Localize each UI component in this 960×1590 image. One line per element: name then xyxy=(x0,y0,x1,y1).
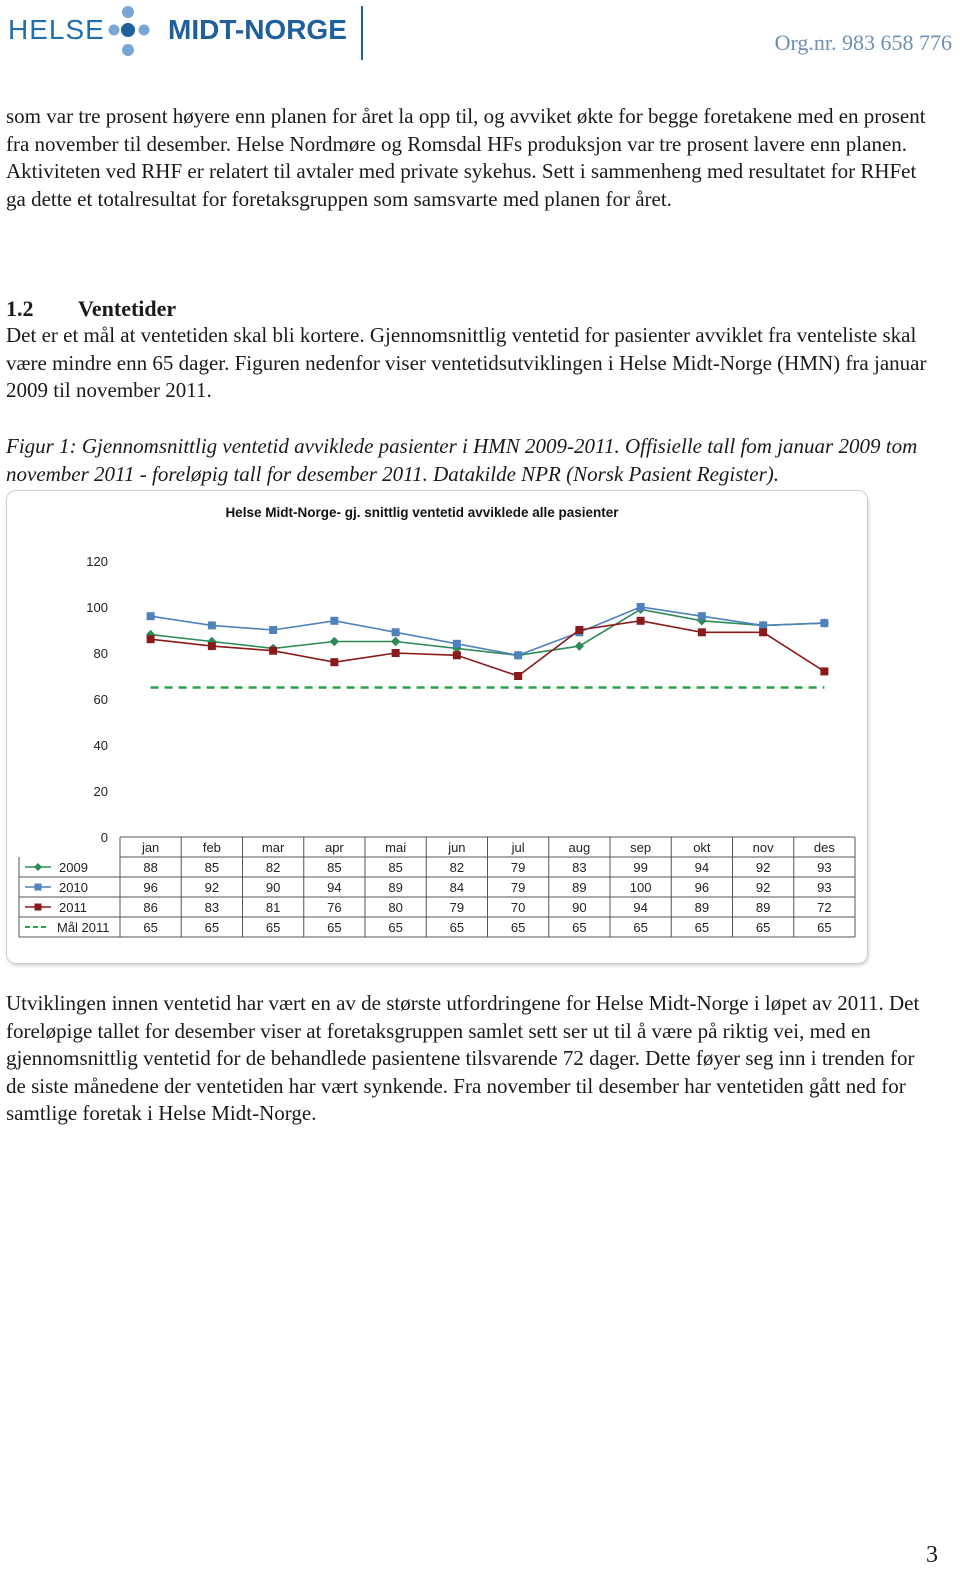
data-label: 82 xyxy=(449,860,465,875)
data-point-2010 xyxy=(760,622,767,629)
paragraph-waiting-time-goal: Det er et mål at ventetiden skal bli kortere. Gjennomsnittlig ventetid for pasienter avviklet fra venteliste skal være mindre enn 65 dager. Figuren nedenfor viser ventetidsutviklingen i Helse Midt-Norge (HMN) fra januar 2009 til november 2011. xyxy=(6,323,927,402)
data-label: 89 xyxy=(755,900,771,915)
logo-text-midt-norge: MIDT-NORGE xyxy=(168,14,347,45)
data-point-2010 xyxy=(270,627,277,634)
legend-marker-2010 xyxy=(35,884,42,891)
legend-label: 2009 xyxy=(59,860,88,875)
data-label: 88 xyxy=(143,860,158,875)
data-label: 81 xyxy=(265,900,281,915)
data-point-2011 xyxy=(147,636,154,643)
data-point-2009 xyxy=(575,642,583,650)
x-category-label: nov xyxy=(752,840,774,855)
data-label: 92 xyxy=(755,880,771,895)
data-label: 94 xyxy=(694,860,710,875)
x-category-label: sep xyxy=(630,840,652,855)
page-number: 3 xyxy=(926,1542,938,1568)
data-label: 76 xyxy=(327,900,342,915)
legend-marker-2009 xyxy=(34,863,42,871)
data-point-2010 xyxy=(208,622,215,629)
logo-dots-icon xyxy=(100,2,160,62)
data-label: 65 xyxy=(327,920,342,935)
x-category-label: apr xyxy=(324,840,344,855)
data-point-2010 xyxy=(515,652,522,659)
data-label: 65 xyxy=(388,920,403,935)
x-category-label: jan xyxy=(141,840,160,855)
x-category-label: jul xyxy=(511,840,525,855)
data-label: 79 xyxy=(510,880,526,895)
data-point-2011 xyxy=(637,617,644,624)
data-point-2010 xyxy=(698,613,705,620)
section-title: Ventetider xyxy=(78,296,177,321)
data-point-2011 xyxy=(698,629,705,636)
data-label: 85 xyxy=(388,860,403,875)
data-point-2011 xyxy=(392,650,399,657)
data-label: 65 xyxy=(449,920,465,935)
y-tick-label: 100 xyxy=(86,600,108,615)
data-point-2011 xyxy=(821,668,828,675)
y-tick-label: 0 xyxy=(100,830,108,845)
data-point-2009 xyxy=(330,638,338,646)
chart-container xyxy=(6,490,868,964)
data-label: 90 xyxy=(265,880,281,895)
data-label: 99 xyxy=(633,860,648,875)
data-point-2011 xyxy=(453,652,460,659)
figure-caption: Figur 1: Gjennomsnittlig ventetid avviklede pasienter i HMN 2009-2011. Offisielle tall fom januar 2009 tom november 2011 - foreløpig tall for desember 2011. Datakilde NPR (Norsk Pasient Register). xyxy=(6,434,918,486)
data-label: 70 xyxy=(510,900,526,915)
paragraph-development: Utviklingen innen ventetid har vært en av de største utfordringene for Helse Midt-Norge i løpet av 2011. Det foreløpige tallet for desember viser at foretaksgruppen samlet sett ser ut til å være på riktig vei, med en gjennomsnittlig ventetid for de behandlede pasientene tilsvarende 72 dager. Dette føyer seg inn i trenden for de siste månedene der ventetiden har vært synkende. Fra november til desember har ventetiden gått ned for samtlige foretak i Helse Midt-Norge. xyxy=(6,991,920,1125)
data-label: 89 xyxy=(694,900,710,915)
data-label: 100 xyxy=(629,880,652,895)
data-label: 80 xyxy=(388,900,403,915)
data-label: 79 xyxy=(510,860,526,875)
data-label: 86 xyxy=(143,900,158,915)
legend-marker-2011 xyxy=(35,904,42,911)
section-heading xyxy=(6,296,176,322)
legend-label: 2010 xyxy=(59,880,88,895)
data-label: 92 xyxy=(755,860,771,875)
data-label: 96 xyxy=(143,880,158,895)
data-label: 94 xyxy=(327,880,342,895)
data-label: 65 xyxy=(755,920,771,935)
x-category-label: feb xyxy=(202,840,221,855)
legend-label: Mål 2011 xyxy=(57,920,110,935)
x-category-label: mai xyxy=(385,840,407,855)
y-tick-label: 120 xyxy=(86,554,108,569)
logo-divider xyxy=(361,6,363,60)
x-category-label: jun xyxy=(448,840,466,855)
section-number: 1.2 xyxy=(6,296,34,321)
data-point-2010 xyxy=(637,604,644,611)
data-label: 79 xyxy=(449,900,465,915)
y-tick-label: 40 xyxy=(93,738,108,753)
data-label: 65 xyxy=(633,920,648,935)
helse-midt-norge-logo xyxy=(4,2,364,62)
page-header xyxy=(0,0,960,70)
paragraph-results: som var tre prosent høyere enn planen for året la opp til, og avviket økte for begge foretakene med en prosent fra november til desember. Helse Nordmøre og Romsdal HFs produksjon var tre prosent lavere enn planen. Aktiviteten ved RHF er relatert til avtaler med private sykehus. Sett i sammenheng med resultatet for RHFet ga dette et totalresultat for foretaksgruppen som samsvarte med planen for året. xyxy=(6,104,926,211)
y-tick-label: 20 xyxy=(93,784,108,799)
data-point-2010 xyxy=(453,640,460,647)
data-label: 83 xyxy=(572,860,587,875)
data-point-2010 xyxy=(331,617,338,624)
data-label: 89 xyxy=(572,880,587,895)
data-point-2010 xyxy=(147,613,154,620)
data-label: 89 xyxy=(388,880,403,895)
data-label: 65 xyxy=(204,920,220,935)
data-label: 65 xyxy=(694,920,710,935)
data-point-2011 xyxy=(270,647,277,654)
data-label: 65 xyxy=(265,920,281,935)
data-point-2011 xyxy=(576,627,583,634)
data-label: 93 xyxy=(817,880,832,895)
x-category-label: des xyxy=(813,840,835,855)
data-label: 72 xyxy=(817,900,832,915)
data-label: 82 xyxy=(265,860,281,875)
data-label: 96 xyxy=(694,880,710,895)
x-category-label: mar xyxy=(261,840,285,855)
data-label: 65 xyxy=(510,920,526,935)
logo-text-helse: HELSE xyxy=(8,14,105,45)
data-point-2009 xyxy=(392,638,400,646)
x-category-label: okt xyxy=(693,840,711,855)
data-point-2010 xyxy=(392,629,399,636)
data-label: 65 xyxy=(143,920,158,935)
data-label: 65 xyxy=(572,920,587,935)
data-label: 85 xyxy=(204,860,220,875)
data-point-2011 xyxy=(760,629,767,636)
data-label: 94 xyxy=(633,900,648,915)
data-label: 85 xyxy=(327,860,342,875)
data-point-2010 xyxy=(821,620,828,627)
x-category-label: aug xyxy=(568,840,591,855)
legend-label: 2011 xyxy=(59,900,87,915)
org-number: Org.nr. 983 658 776 xyxy=(774,30,952,55)
data-label: 84 xyxy=(449,880,465,895)
data-point-2011 xyxy=(515,673,522,680)
data-point-2011 xyxy=(208,643,215,650)
data-label: 90 xyxy=(572,900,587,915)
data-label: 92 xyxy=(204,880,220,895)
y-tick-label: 80 xyxy=(93,646,108,661)
chart-title: Helse Midt-Norge- gj. snittlig ventetid avviklede alle pasienter xyxy=(225,505,619,520)
data-point-2011 xyxy=(331,659,338,666)
y-tick-label: 60 xyxy=(93,692,108,707)
data-label: 83 xyxy=(204,900,220,915)
series-line-2010 xyxy=(151,607,825,655)
data-label: 93 xyxy=(817,860,832,875)
waiting-time-chart xyxy=(7,491,867,963)
data-label: 65 xyxy=(817,920,832,935)
